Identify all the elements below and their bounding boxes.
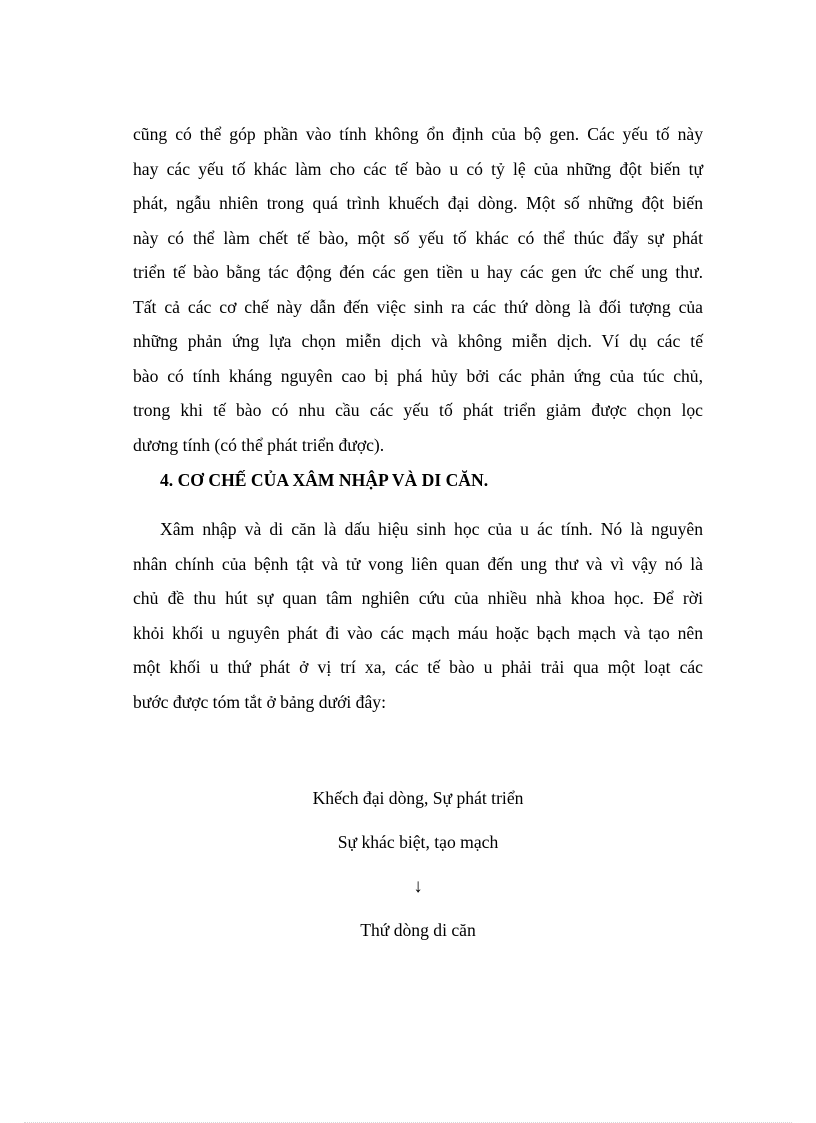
paragraph-line: cũng có thể góp phần vào tính không ổn định của bộ gen. Các yếu tố này xyxy=(133,124,703,144)
flow-step-differentiation: Sự khác biệt, tạo mạch xyxy=(337,832,499,852)
paragraph-line: dương tính (có thể phát triển được). xyxy=(133,434,385,455)
section-heading: 4. CƠ CHẾ CỦA XÂM NHẬP VÀ DI CĂN. xyxy=(160,470,489,490)
flow-step-metastatic-subclone: Thứ dòng di căn xyxy=(360,920,476,940)
paragraph-invasion-metastasis xyxy=(133,512,703,719)
paragraph-line: chủ đề thu hút sự quan tâm nghiên cứu của nhiều nhà khoa học. Để rời xyxy=(133,588,703,608)
paragraph-line: phát, ngẫu nhiên trong quá trình khuếch đại dòng. Một số những đột biến xyxy=(133,193,703,213)
paragraph-line: triển tế bào bằng tác động đén các gen tiền u hay các gen ức chế ung thư. xyxy=(133,262,703,282)
paragraph-line: nhân chính của bệnh tật và tử vong liên quan đến ung thư và vì vậy nó là xyxy=(133,553,703,574)
down-arrow-icon: ↓ xyxy=(413,876,423,897)
flow-step-clonal-expansion: Khếch đại dòng, Sự phát triển xyxy=(312,788,524,808)
paragraph-line: khỏi khối u nguyên phát đi vào các mạch máu hoặc bạch mạch và tạo nên xyxy=(133,622,703,643)
paragraph-line: hay các yếu tố khác làm cho các tế bào u có tỷ lệ của những đột biến tự xyxy=(133,158,703,179)
paragraph-line: trong khi tế bào có nhu cầu các yếu tố phát triển giảm được chọn lọc xyxy=(133,400,703,420)
paragraph-line: những phản ứng lựa chọn miễn dịch và không miễn dịch. Ví dụ các tế xyxy=(133,331,703,351)
paragraph-line: Tất cả các cơ chế này dẫn đến việc sinh ra các thứ dòng là đối tượng của xyxy=(133,296,703,317)
paragraph-line: Xâm nhập và di căn là dấu hiệu sinh học của u ác tính. Nó là nguyên xyxy=(160,519,703,539)
paragraph-line: này có thể làm chết tế bào, một số yếu tố khác có thể thúc đẩy sự phát xyxy=(133,227,703,248)
paragraph-line: bào có tính kháng nguyên cao bị phá hủy bởi các phản ứng của túc chủ, xyxy=(133,365,703,386)
paragraph-line: bước được tóm tắt ở bảng dưới đây: xyxy=(133,691,386,712)
paragraph-line: một khối u thứ phát ở vị trí xa, các tế bào u phải trải qua một loạt các xyxy=(133,657,703,677)
paragraph-genome-instability xyxy=(133,117,703,462)
